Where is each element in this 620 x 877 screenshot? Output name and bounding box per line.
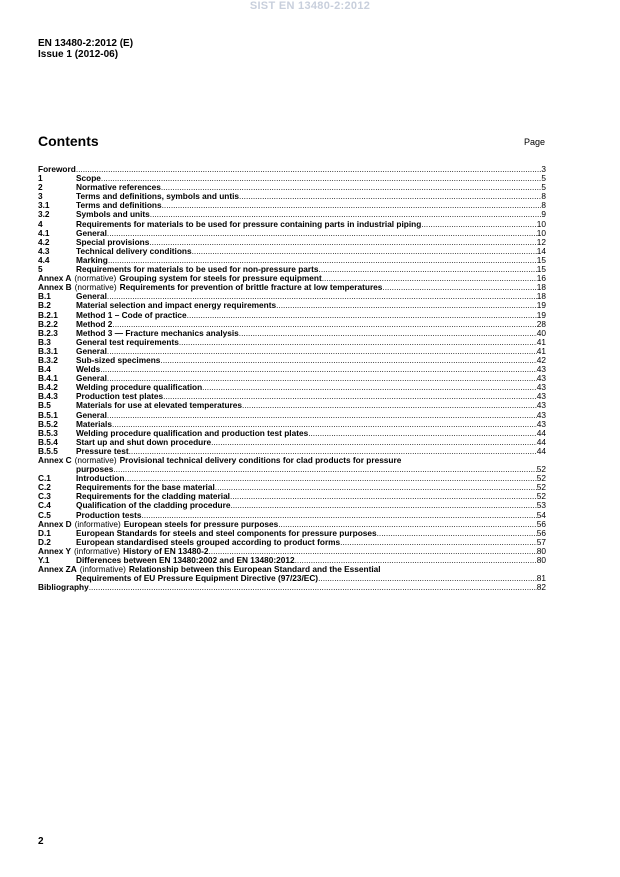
toc-entry-page: 56 [536,527,546,538]
toc-entry-page: 52 [536,482,546,493]
toc-entry-page: 43 [536,409,546,420]
toc-entry-page: 81 [536,573,546,584]
toc-dot-leader [242,401,537,410]
toc-entry-title: Foreword [38,164,76,174]
toc-entry-page: 44 [536,427,546,438]
toc-annex-label: Annex C [38,455,72,465]
toc-entry-number: B.5.2 [38,418,58,429]
toc-annex-note: (informative) [79,564,126,575]
toc-entry-title: Welding procedure qualification [76,382,203,393]
toc-entry-page: 9 [541,209,546,220]
toc-entry-number: B.5.4 [38,436,58,447]
toc-entry-page: 12 [536,236,546,247]
toc-entry-number: 3 [38,191,43,202]
toc-annex-note: (informative) [74,518,121,529]
toc-entry-title: Requirements for prevention of brittle fracture at low temperatures [119,282,383,293]
toc-entry-number: B.5.1 [38,409,58,420]
toc-entry-title: Materials for use at elevated temperatures [76,400,243,411]
toc-entry-page: 43 [536,418,546,429]
contents-title: Contents [38,133,99,149]
toc-entry-page: 15 [536,264,546,275]
toc-entry-page: 53 [536,500,546,511]
toc-entry-number: B.2.2 [38,318,58,329]
toc-entry-page: 42 [536,354,546,365]
toc-entry-title: purposes [76,464,114,475]
toc-entry-title: Grouping system for steels for pressure equipment [119,273,322,284]
toc-entry[interactable] [38,365,546,374]
toc-entry-title: Normative references [76,182,161,193]
toc-entry-title: Requirements of EU Pressure Equipment Directive (97/23/EC) [76,573,319,584]
toc-entry[interactable] [38,311,546,320]
toc-dot-leader [89,583,537,592]
toc-entry-page: 10 [536,218,546,229]
toc-entry-title: Method 2 [76,318,113,329]
toc-entry-number: C.1 [38,473,51,484]
toc-entry-title: Start up and shut down procedure [76,436,212,447]
toc-entry[interactable] [38,574,546,583]
toc-entry-title: Bibliography [38,582,89,593]
toc-entry-number: 3.1 [38,200,50,211]
toc-entry-title: Method 1 – Code of practice [76,309,187,320]
toc-entry-page: 57 [536,536,546,547]
toc-entry-number: 4.2 [38,236,50,247]
toc-entry-title: Welding procedure qualification and production test plates [76,427,309,438]
toc-entry-title: Production test plates [76,391,164,402]
toc-annex-label: Annex ZA [38,564,77,575]
watermark: SIST EN 13480-2:2012 [249,0,371,12]
toc-entry-page: 52 [536,491,546,502]
toc-entry-number: 3.2 [38,209,50,220]
toc-dot-leader [202,383,537,392]
toc-entry-page: 14 [536,245,546,256]
toc-dot-leader [149,238,536,247]
toc-entry-page: 8 [541,191,546,202]
toc-entry-title: General [76,409,107,420]
toc-entry-title: Requirements for materials to be used for non-pressure parts [76,264,319,275]
toc-entry-number: D.1 [38,527,51,538]
toc-entry-title: Requirements for materials to be used for pressure containing parts in industrial piping [76,218,422,229]
toc-entry-page: 19 [536,309,546,320]
toc-dot-leader [107,411,537,420]
toc-dot-leader [113,465,536,474]
toc-entry-title: European steels for pressure purposes [123,518,279,529]
toc-entry-page: 18 [536,291,546,302]
toc-dot-leader [100,365,536,374]
toc-entry-number: B.3.2 [38,354,58,365]
toc-dot-leader [162,201,542,210]
toc-entry-title: Requirements for the base material [76,482,215,493]
toc-dot-leader [308,429,537,438]
toc-entry-number: 1 [38,173,43,184]
toc-entry-number: B.4.1 [38,373,58,384]
toc-entry-page: 40 [536,327,546,338]
toc-dot-leader [340,538,537,547]
toc-dot-leader [187,311,537,320]
toc-annex-note: (normative) [74,273,117,284]
toc-entry-page: 15 [536,254,546,265]
toc-entry-title: General [76,291,107,302]
toc-entry[interactable] [38,356,546,365]
toc-entry-page: 82 [536,582,546,593]
toc-entry-number: 4.4 [38,254,50,265]
toc-entry-page: 16 [536,273,546,284]
toc-entry-page: 8 [541,200,546,211]
toc-entry[interactable] [38,583,546,592]
toc-dot-leader [101,174,541,183]
toc-dot-leader [319,265,537,274]
toc-dot-leader [192,247,537,256]
toc-entry-title: Introduction [76,473,125,484]
toc-entry-title: Technical delivery conditions [76,245,192,256]
toc-annex-note: (normative) [74,282,117,293]
toc-entry-page: 43 [536,382,546,393]
toc-entry-page: 44 [536,436,546,447]
toc-dot-leader [76,165,542,174]
document-issue: Issue 1 (2012-06) [38,49,119,60]
toc-entry-page: 5 [541,173,546,184]
toc-entry-page: 41 [536,336,546,347]
toc-annex-label: Annex A [38,273,72,284]
toc-entry-title: Marking [76,254,108,265]
toc-entry-number: B.4.3 [38,391,58,402]
toc-dot-leader [107,347,537,356]
toc-entry-page: 18 [536,282,546,293]
toc-dot-leader [382,283,536,292]
toc-entry-title: General test requirements [76,336,179,347]
toc-entry-title: Pressure test [76,445,129,456]
toc-entry-title: Method 3 — Fracture mechanics analysis [76,327,239,338]
toc-entry-title: Differences between EN 13480:2002 and EN 13480:2012 [76,555,295,566]
toc-annex-title: Provisional technical delivery conditions for clad products for pressure [119,455,402,465]
toc-annex-label: Annex B [38,282,72,293]
document-id: EN 13480-2:2012 (E) [38,38,134,49]
toc-annex-title: Relationship between this European Standard and the Essential [128,564,381,575]
toc-entry-page: 43 [536,373,546,384]
toc-entry-title: Welds [76,364,101,375]
toc-entry-number: B.5 [38,400,51,411]
toc-entry-number: B.3 [38,336,51,347]
toc-entry[interactable] [38,401,546,410]
toc-entry-page: 80 [536,555,546,566]
toc-entry-page: 54 [536,509,546,520]
toc-entry-title: Special provisions [76,236,150,247]
toc-entry-number: B.3.1 [38,345,58,356]
toc-dot-leader [318,574,537,583]
toc-entry-number: C.2 [38,482,51,493]
toc-entry-page: 52 [536,473,546,484]
toc-entry[interactable] [38,411,546,420]
toc-annex-note: (normative) [74,455,117,465]
toc-entry-title: General [76,227,107,238]
toc-entry-title: Symbols and units [76,209,150,220]
toc-entry[interactable] [38,283,546,292]
toc-entry-page: 5 [541,182,546,193]
toc-annex-heading[interactable] [38,456,546,465]
toc-entry-title: General [76,345,107,356]
toc-entry[interactable] [38,220,546,229]
toc-entry-title: Production tests [76,509,142,520]
toc-entry-number: B.2 [38,300,51,311]
toc-dot-leader [107,229,537,238]
toc-annex-label: Annex Y [38,545,72,556]
toc-entry-page: 19 [536,300,546,311]
toc-entry-number: 4.3 [38,245,50,256]
toc-entry-page: 56 [536,518,546,529]
toc-dot-leader [239,192,541,201]
toc-entry[interactable] [38,338,546,347]
toc-entry-page: 44 [536,445,546,456]
table-of-contents [38,165,546,592]
toc-entry-title: Sub-sized specimens [76,354,161,365]
toc-annex-label: Annex D [38,518,72,529]
toc-entry-page: 3 [541,164,546,174]
toc-entry-number: C.4 [38,500,51,511]
toc-entry-title: Terms and definitions [76,200,162,211]
toc-entry-page: 43 [536,364,546,375]
toc-dot-leader [179,338,537,347]
toc-entry-title: History of EN 13480-2 [123,545,209,556]
toc-entry-number: B.5.5 [38,445,58,456]
toc-entry-number: C.3 [38,491,51,502]
toc-entry-number: B.4 [38,364,51,375]
toc-entry-page: 10 [536,227,546,238]
toc-entry-title: Material selection and impact energy requirements [76,300,277,311]
toc-entry-title: Qualification of the cladding procedure [76,500,231,511]
toc-entry-title: Requirements for the cladding material [76,491,230,502]
toc-entry-number: C.5 [38,509,51,520]
page-number: 2 [38,836,44,847]
toc-entry-number: B.2.1 [38,309,58,320]
toc-entry[interactable] [38,165,546,174]
document-header [38,38,133,60]
toc-entry-page: 43 [536,391,546,402]
toc-entry-title: European standardised steels grouped according to product forms [76,536,341,547]
toc-dot-leader [160,356,536,365]
toc-entry-number: D.2 [38,536,51,547]
toc-dot-leader [230,492,537,501]
toc-entry-page: 43 [536,400,546,411]
toc-entry-title: Terms and definitions, symbols and untis [76,191,240,202]
toc-annex-note: (informative) [74,545,121,556]
toc-entry-number: B.1 [38,291,51,302]
toc-entry[interactable] [38,247,546,256]
toc-entry-number: 5 [38,264,43,275]
toc-entry-title: General [76,373,107,384]
toc-dot-leader [421,220,536,229]
toc-dot-leader [377,529,537,538]
toc-entry-number: Y.1 [38,555,50,566]
toc-entry-title: Scope [76,173,101,184]
toc-entry-number: 4.1 [38,227,50,238]
toc-entry-page: 41 [536,345,546,356]
toc-dot-leader [239,329,537,338]
page-column-label: Page [523,137,545,147]
toc-entry-title: Materials [76,418,112,429]
toc-dot-leader [230,501,536,510]
toc-dot-leader [211,438,537,447]
toc-entry-number: 4 [38,218,43,229]
toc-entry-number: B.2.3 [38,327,58,338]
toc-entry-title: European Standards for steels and steel components for pressure purposes [76,527,377,538]
toc-entry-number: B.4.2 [38,382,58,393]
toc-dot-leader [215,483,537,492]
toc-entry-page: 28 [536,318,546,329]
toc-entry-number: B.5.3 [38,427,58,438]
toc-dot-leader [276,301,537,310]
toc-entry-number: 2 [38,182,43,193]
toc-entry-page: 52 [536,464,546,475]
toc-entry-page: 80 [536,545,546,556]
